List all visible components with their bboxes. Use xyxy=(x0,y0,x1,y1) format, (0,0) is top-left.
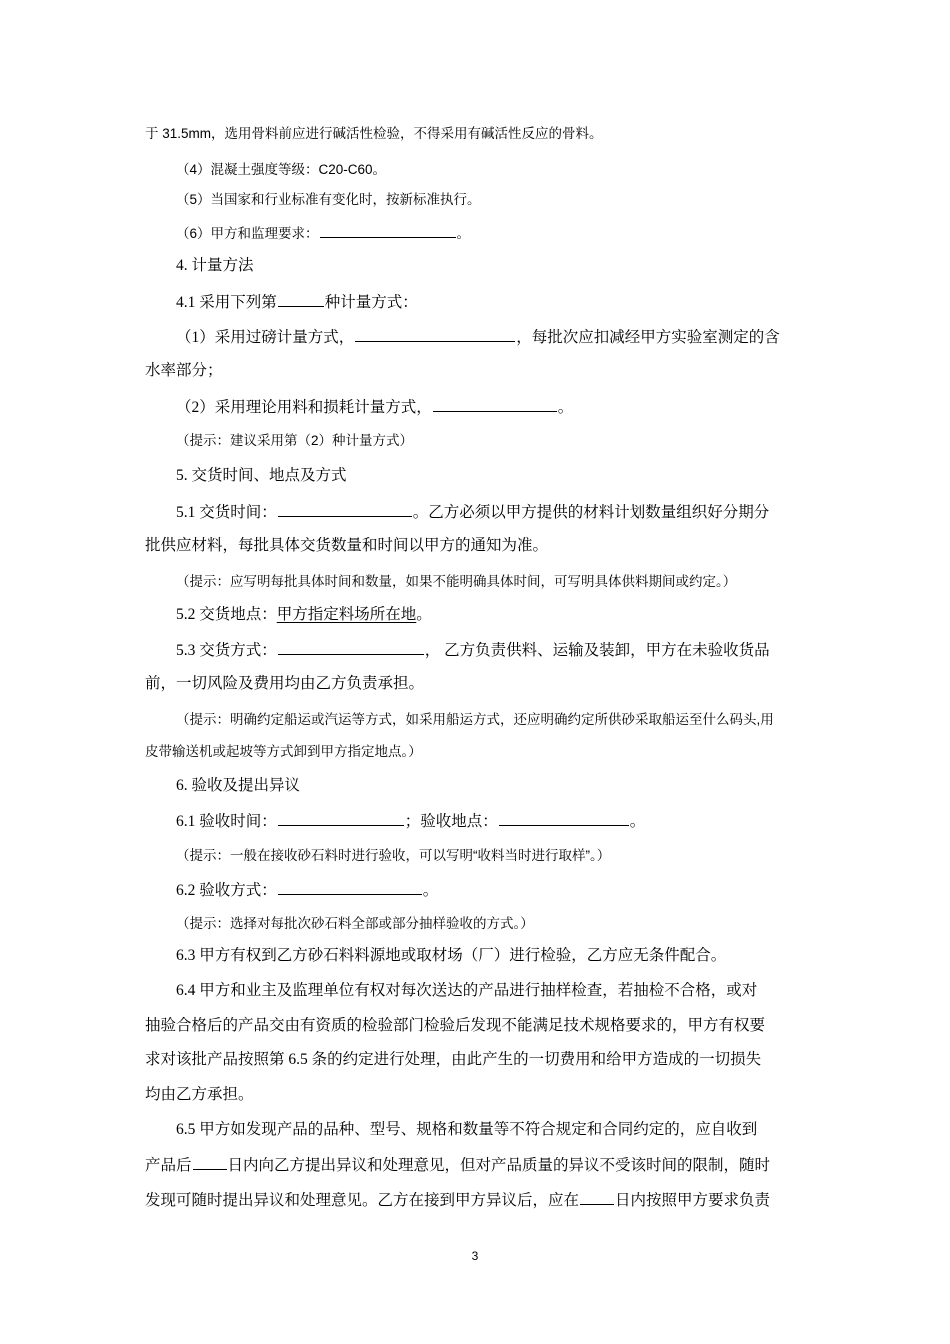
fill-blank[interactable] xyxy=(278,810,404,826)
text-line: （6）甲方和监理要求： xyxy=(176,226,319,241)
paragraph xyxy=(145,1189,770,1211)
text-line: 6.3 甲方有权到乙方砂石料料源地或取材场（厂）进行检验，乙方应无条件配合。 xyxy=(176,947,727,964)
fill-blank[interactable] xyxy=(278,639,424,655)
paragraph xyxy=(176,501,769,523)
text-line: 抽验合格后的产品交由有资质的检验部门检验后发现不能满足技术规格要求的，甲方有权要 xyxy=(145,1017,766,1034)
text-line: 6.1 验收时间： xyxy=(176,813,277,830)
text-line: 水率部分； xyxy=(145,362,223,379)
text-line: 种计量方式： xyxy=(324,294,418,311)
paragraph xyxy=(176,639,770,661)
section-heading xyxy=(176,776,300,796)
fill-blank[interactable] xyxy=(355,326,515,342)
hint-note xyxy=(176,431,413,451)
paragraph xyxy=(145,1050,761,1070)
text-line: 于 31.5mm，选用骨料前应进行碱活性检验，不得采用有碱活性反应的骨料。 xyxy=(145,126,603,141)
text-line: 。 xyxy=(422,882,439,899)
text-line: （提示：建议采用第（2）种计量方式） xyxy=(176,433,414,448)
text-line: 4.1 采用下列第 xyxy=(176,294,277,311)
text-line: （提示：一般在接收砂石料时进行验收，可以写明“收料当时进行取样”。） xyxy=(176,848,611,863)
paragraph xyxy=(145,536,548,556)
text-line: 5.1 交货时间： xyxy=(176,504,277,521)
text-line: 前，一切风险及费用均由乙方负责承担。 xyxy=(145,675,425,692)
text-line: 。 xyxy=(456,226,471,241)
text-line: （4）混凝土强度等级：C20-C60。 xyxy=(176,162,387,177)
text-line: 均由乙方承担。 xyxy=(145,1086,254,1103)
paragraph xyxy=(176,326,780,348)
paragraph xyxy=(176,190,481,210)
text-line: 求对该批产品按照第 6.5 条的约定进行处理，由此产生的一切费用和给甲方造成的一切损失 xyxy=(145,1051,762,1068)
text-line: 。 xyxy=(629,813,646,830)
text-line: 。 xyxy=(416,606,432,623)
text-line: 。乙方必须以甲方提供的材料计划数量组织好分期分 xyxy=(412,504,770,521)
text-line: （1）采用过磅计量方式， xyxy=(176,329,355,346)
text-line: ， 乙方负责供料、运输及装卸，甲方在未验收货品 xyxy=(424,642,770,659)
text-line: （2）采用理论用料和损耗计量方式， xyxy=(176,399,432,416)
text-line: （5）当国家和行业标准有变化时，按新标准执行。 xyxy=(176,192,481,207)
text-line: 日内向乙方提出异议和处理意见，但对产品质量的异议不受该时间的限制，随时 xyxy=(227,1157,771,1174)
fill-blank[interactable] xyxy=(278,879,422,895)
text-line: 批供应材料，每批具体交货数量和时间以甲方的通知为准。 xyxy=(145,537,549,554)
fill-blank[interactable] xyxy=(499,810,629,826)
text-line: 。 xyxy=(557,399,574,416)
paragraph xyxy=(145,1154,770,1176)
fill-blank[interactable] xyxy=(278,501,412,517)
hint-note xyxy=(145,742,422,762)
text-line: 4. 计量方法 xyxy=(176,257,254,274)
paragraph xyxy=(145,1085,254,1105)
fill-blank[interactable] xyxy=(580,1189,614,1205)
paragraph xyxy=(176,981,757,1001)
text-line: 6.5 甲方如发现产品的品种、型号、规格和数量等不符合规定和合同约定的，应自收到 xyxy=(176,1121,758,1138)
text-line: （提示：明确约定船运或汽运等方式，如采用船运方式，还应明确约定所供砂采取船运至什么码头,用 xyxy=(176,712,774,727)
page-number: 3 xyxy=(471,1249,479,1263)
fill-blank[interactable] xyxy=(433,396,557,412)
text-line: 6.2 验收方式： xyxy=(176,882,277,899)
paragraph xyxy=(145,361,223,381)
hint-note xyxy=(176,572,736,592)
section-heading xyxy=(176,256,254,276)
text-line: 日内按照甲方要求负责 xyxy=(615,1192,771,1209)
paragraph xyxy=(176,222,470,244)
text-line: （提示：选择对每批次砂石料全部或部分抽样验收的方式。） xyxy=(176,916,534,931)
text-line: ；验收地点： xyxy=(404,813,498,830)
paragraph xyxy=(176,810,645,832)
paragraph xyxy=(145,674,424,694)
hint-note xyxy=(176,846,610,866)
paragraph xyxy=(176,291,418,313)
text-line: 皮带输送机或起坡等方式卸到甲方指定地点。） xyxy=(145,744,422,759)
text-line: （提示：应写明每批具体时间和数量，如果不能明确具体时间，可写明具体供料期间或约定。） xyxy=(176,574,737,589)
text-line: 5.2 交货地点： xyxy=(176,606,277,623)
filled-value: 甲方指定料场所在地 xyxy=(276,606,417,623)
text-line: 6.4 甲方和业主及监理单位有权对每次送达的产品进行抽样检查，若抽检不合格，或对 xyxy=(176,982,758,999)
text-line: 发现可随时提出异议和处理意见。乙方在接到甲方异议后，应在 xyxy=(145,1192,580,1209)
text-line: 6. 验收及提出异议 xyxy=(176,777,301,794)
paragraph xyxy=(145,1016,765,1036)
fill-blank[interactable] xyxy=(320,222,456,238)
paragraph xyxy=(176,1120,757,1140)
fill-blank[interactable] xyxy=(193,1154,227,1170)
text-line: 5.3 交货方式： xyxy=(176,642,277,659)
paragraph xyxy=(176,879,438,901)
paragraph xyxy=(176,396,573,418)
paragraph xyxy=(145,124,603,144)
section-heading xyxy=(176,466,347,486)
fill-blank[interactable] xyxy=(278,291,324,307)
text-line: 5. 交货时间、地点及方式 xyxy=(176,467,347,484)
paragraph xyxy=(176,160,386,180)
hint-note xyxy=(176,710,774,730)
paragraph xyxy=(176,946,726,966)
paragraph xyxy=(176,605,432,625)
hint-note xyxy=(176,914,534,934)
text-line: ，每批次应扣减经甲方实验室测定的含 xyxy=(516,329,780,346)
text-line: 产品后 xyxy=(145,1157,192,1174)
